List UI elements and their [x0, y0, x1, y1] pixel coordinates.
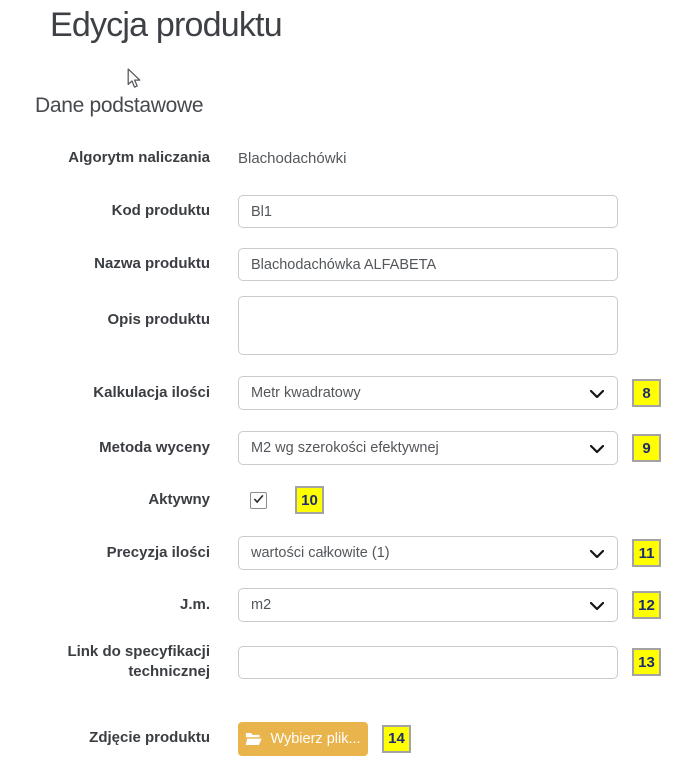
form-row-spec-link — [0, 642, 692, 683]
description-textarea[interactable] — [238, 296, 618, 355]
code-label: Kod produktu — [111, 202, 210, 220]
unit-label: J.m. — [179, 595, 210, 613]
active-checkbox[interactable] — [250, 492, 267, 509]
chevron-down-icon — [590, 602, 604, 610]
section-title: Dane podstawowe — [35, 94, 204, 117]
quantity-calculation-value: Metr kwadratowy — [251, 385, 361, 401]
hint-badge-13: 13 — [632, 648, 661, 676]
hint-badge-9: 9 — [632, 434, 661, 462]
form-row-unit — [0, 588, 692, 622]
choose-file-label: Wybierz plik... — [270, 730, 361, 747]
form-row-code — [0, 195, 692, 228]
code-input[interactable] — [238, 195, 618, 228]
hint-badge-10: 10 — [295, 486, 324, 514]
spec-link-input[interactable] — [238, 646, 618, 679]
quantity-precision-label: Precyzja ilości — [106, 543, 210, 561]
page-title: Edycja produktu — [50, 6, 282, 44]
form-row-name — [0, 248, 692, 281]
pricing-method-label: Metoda wyceny — [99, 438, 210, 456]
name-input[interactable] — [238, 248, 618, 281]
hint-badge-12: 12 — [632, 591, 661, 619]
form-row-quantity-precision — [0, 536, 692, 570]
hint-badge-14: 14 — [382, 725, 411, 753]
form-row-description — [0, 296, 692, 355]
active-label: Aktywny — [148, 490, 210, 508]
checkmark-icon — [253, 494, 264, 504]
hint-badge-11: 11 — [632, 539, 661, 567]
choose-file-button[interactable] — [238, 722, 368, 756]
form-row-active — [0, 491, 692, 509]
unit-select[interactable] — [238, 588, 618, 622]
chevron-down-icon — [590, 550, 604, 558]
description-label: Opis produktu — [107, 311, 210, 328]
chevron-down-icon — [590, 390, 604, 398]
quantity-calculation-select[interactable] — [238, 376, 618, 410]
unit-value: m2 — [251, 597, 272, 613]
product-form — [0, 148, 692, 756]
algorithm-value: Blachodachówki — [238, 149, 347, 167]
form-row-photo — [0, 722, 692, 756]
quantity-precision-select[interactable] — [238, 536, 618, 570]
pricing-method-value: M2 wg szerokości efektywnej — [251, 440, 439, 456]
name-label: Nazwa produktu — [94, 255, 210, 273]
pricing-method-select[interactable] — [238, 431, 618, 465]
folder-open-icon — [245, 732, 262, 746]
spec-link-label: Link do specyfikacji technicznej — [67, 643, 210, 681]
quantity-calculation-label: Kalkulacja ilości — [93, 383, 210, 401]
hint-badge-8: 8 — [632, 379, 661, 407]
quantity-precision-value: wartości całkowite (1) — [251, 545, 390, 561]
form-row-pricing-method — [0, 431, 692, 465]
form-row-algorithm — [0, 148, 692, 168]
photo-label: Zdjęcie produktu — [89, 729, 210, 747]
mouse-cursor-icon — [127, 68, 142, 89]
algorithm-label: Algorytm naliczania — [68, 148, 210, 166]
form-row-quantity-calculation — [0, 376, 692, 410]
chevron-down-icon — [590, 445, 604, 453]
